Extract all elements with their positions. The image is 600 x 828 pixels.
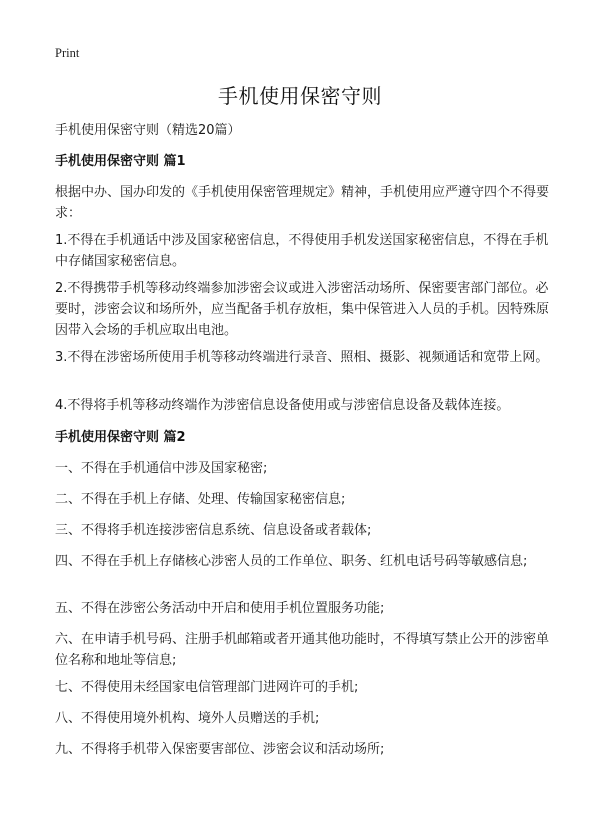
list-item: 八、不得使用境外机构、境外人员赠送的手机; (55, 711, 320, 726)
list-item: 四、不得在手机上存储核心涉密人员的工作单位、职务、红机电话号码等敏感信息; (55, 554, 528, 569)
list-item: 七、不得使用未经国家电信管理部门进网许可的手机; (55, 680, 359, 695)
list-item: 一、不得在手机通信中涉及国家秘密; (55, 461, 268, 476)
print-label[interactable]: Print (55, 46, 80, 60)
paragraph: 2.不得携带手机等移动终端参加涉密会议或进入涉密活动场所、保密要害部门部位。必要时，涉密会议和场所外，应当配备手机存放柜，集中保管进入人员的手机。因特殊原因带入会场的手机应取出电池。 (55, 281, 550, 338)
paragraph: 3.不得在涉密场所使用手机等移动终端进行录音、照相、摄影、视频通话和宽带上网。 (55, 350, 549, 365)
list-item: 三、不得将手机连接涉密信息系统、信息设备或者载体; (55, 523, 372, 538)
document-title: 手机使用保密守则 (218, 84, 382, 108)
list-item: 六、在申请手机号码、注册手机邮箱或者开通其他功能时，不得填写禁止公开的涉密单位名称和地址等信息; (55, 632, 550, 668)
list-item: 九、不得将手机带入保密要害部位、涉密会议和活动场所; (55, 742, 385, 757)
paragraph: 根据中办、国办印发的《手机使用保密管理规定》精神，手机使用应严遵守四个不得要求： (55, 185, 550, 221)
list-item: 五、不得在涉密公务活动中开启和使用手机位置服务功能; (55, 601, 385, 616)
document-subtitle: 手机使用保密守则（精选20篇） (55, 123, 241, 138)
section-heading-2: 手机使用保密守则 篇2 (55, 430, 186, 445)
paragraph: 4.不得将手机等移动终端作为涉密信息设备使用或与涉密信息设备及载体连接。 (55, 398, 510, 413)
section-heading-1: 手机使用保密守则 篇1 (55, 154, 186, 169)
list-item: 二、不得在手机上存储、处理、传输国家秘密信息; (55, 492, 346, 507)
paragraph: 1.不得在手机通话中涉及国家秘密信息，不得使用手机发送国家秘密信息，不得在手机中存储国家秘密信息。 (55, 233, 549, 269)
